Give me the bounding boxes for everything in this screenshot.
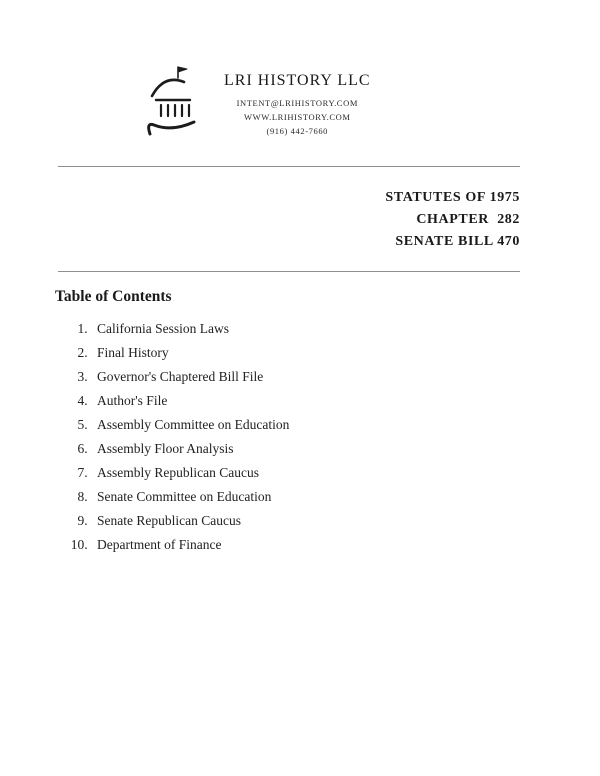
toc-item: 5. Assembly Committee on Education [91, 418, 600, 432]
toc-item: 2. Final History [91, 346, 600, 360]
toc-item: 10. Department of Finance [91, 538, 600, 552]
toc-item: 3. Governor's Chaptered Bill File [91, 370, 600, 384]
toc-item: 6. Assembly Floor Analysis [91, 442, 600, 456]
toc-list [55, 322, 600, 552]
divider-top [58, 166, 520, 167]
company-email: INTENT@LRIHISTORY.COM [236, 98, 358, 108]
toc-item: 1. California Session Laws [91, 322, 600, 336]
senate-bill-line: SENATE BILL 470 [395, 234, 520, 249]
company-phone: (916) 442-7660 [266, 126, 329, 137]
toc-title: Table of Contents [55, 288, 172, 305]
letterhead [138, 60, 600, 142]
chapter-line: CHAPTER 282 [416, 212, 520, 227]
toc-item: 9. Senate Republican Caucus [91, 514, 600, 528]
capitol-dome-logo-icon [138, 62, 210, 142]
statutes-line: STATUTES OF 1975 [385, 190, 520, 205]
toc-item: 4. Author's File [91, 394, 600, 408]
table-of-contents [55, 288, 600, 552]
company-name: LRI HISTORY LLC [224, 72, 371, 89]
divider-bottom [58, 271, 520, 272]
toc-item: 7. Assembly Republican Caucus [91, 466, 600, 480]
toc-item: 8. Senate Committee on Education [91, 490, 600, 504]
statute-reference [0, 187, 520, 253]
letterhead-text [224, 72, 371, 138]
company-website: WWW.LRIHISTORY.COM [244, 112, 351, 123]
